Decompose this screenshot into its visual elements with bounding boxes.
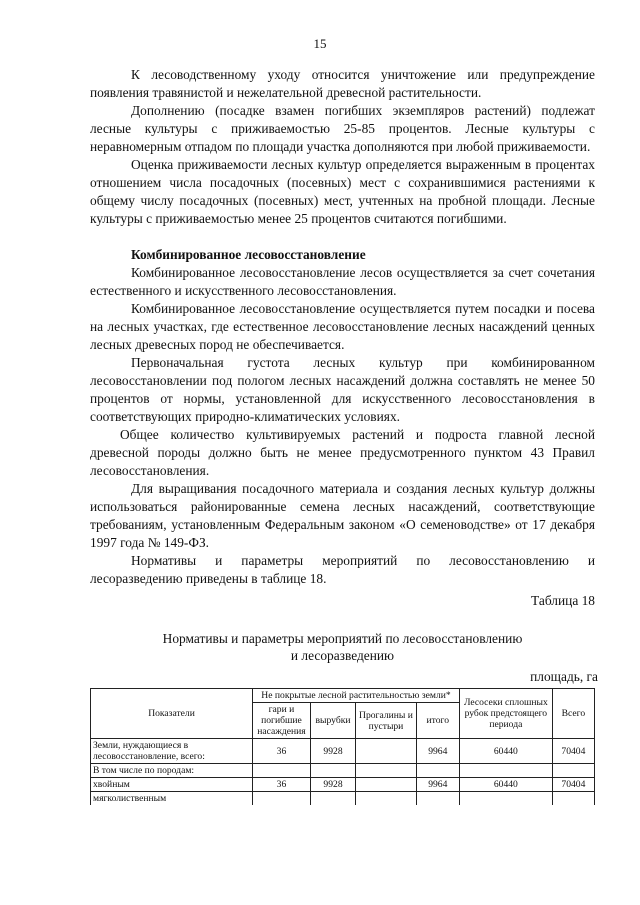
section-heading: Комбинированное лесовосстановление xyxy=(131,247,366,262)
row-label: В том числе по породам: xyxy=(91,764,253,778)
paragraph-table-reference: Нормативы и параметры мероприятий по лесовосстановлению и лесоразведению приведены в таблице 18. xyxy=(90,553,595,586)
table-title-line1: Нормативы и параметры мероприятий по лесовосстановлению xyxy=(162,631,523,646)
cell-clearings: 9928 xyxy=(310,739,355,764)
table-title xyxy=(90,630,595,664)
table-unit: площадь, га xyxy=(530,669,598,684)
paragraph-combined-definition: Комбинированное лесовосстановление лесов осуществляется за счет сочетания естественного и искусственного лесовосстановления. xyxy=(90,265,595,298)
table-row xyxy=(91,739,595,764)
cell-future-cuts: 60440 xyxy=(459,778,552,792)
table-label: Таблица 18 xyxy=(531,593,595,608)
paragraph-supplement-planting: Дополнению (посадке взамен погибших экземпляров растений) подлежат лесные культуры с приживаемостью 25-85 процентов. Лесные культуры с неравномерным отпадом по площади участка дополняются при любой приживаемости. xyxy=(90,103,595,154)
table-row xyxy=(91,778,595,792)
header-subtotal: итого xyxy=(416,703,459,739)
paragraph-forestry-care: К лесоводственному уходу относится уничтожение или предупреждение появления травянистой и нежелательной древесной растительности. xyxy=(90,67,595,100)
row-label: хвойным xyxy=(91,778,253,792)
cell-glades xyxy=(356,739,417,764)
header-uncovered-lands: Не покрытые лесной растительностью земли* xyxy=(253,689,460,703)
cell-burnt: 36 xyxy=(253,739,311,764)
header-glades: Прогалины и пустыри xyxy=(356,703,417,739)
document-body xyxy=(90,66,598,805)
header-indicator: Показатели xyxy=(91,689,253,739)
table-row xyxy=(91,792,595,806)
cell-total: 70404 xyxy=(552,739,594,764)
reforestation-table xyxy=(90,688,595,805)
header-burnt: гари и погибшие насаждения xyxy=(253,703,311,739)
paragraph-survival-assessment: Оценка приживаемости лесных культур определяется выраженным в процентах отношением числа посадочных (посевных) мест с сохранившимися растениями к общему числу посадочных (посевных) мест, учтенных на пробной площади. Лесные культуры с приживаемостью менее 25 процентов считаются погибшими. xyxy=(90,157,595,226)
paragraph-combined-method: Комбинированное лесовосстановление осуществляется путем посадки и посева на лесных участках, где естественное лесовосстановление лесных насаждений ценных лесных древесных пород не обеспечивается. xyxy=(90,301,595,352)
cell-clearings: 9928 xyxy=(310,778,355,792)
cell-subtotal: 9964 xyxy=(416,778,459,792)
cell-glades xyxy=(356,778,417,792)
cell-total: 70404 xyxy=(552,778,594,792)
header-clearings: вырубки xyxy=(310,703,355,739)
cell-future-cuts: 60440 xyxy=(459,739,552,764)
paragraph-general-quantity: Общее количество культивируемых растений и подроста главной лесной древесной породы должно быть не менее предусмотренного пунктом 43 Правил лесовосстановления. xyxy=(90,427,595,478)
paragraph-initial-density: Первоначальная густота лесных культур при комбинированном лесовосстановлении под пологом лесных насаждений должна составлять не менее 50 процентов от нормы, установленной для искусственного лесовосстановления в соответствующих природно-климатических условиях. xyxy=(90,355,595,424)
cell-burnt: 36 xyxy=(253,778,311,792)
table-header-row xyxy=(91,689,595,703)
row-label: мягколиственным xyxy=(91,792,253,806)
row-label: Земли, нуждающиеся в лесовосстановление, всего: xyxy=(91,739,253,764)
header-future-cuts: Лесосеки сплошных рубок предстоящего периода xyxy=(459,689,552,739)
cell-subtotal: 9964 xyxy=(416,739,459,764)
paragraph-seed-material: Для выращивания посадочного материала и создания лесных культур должны использоваться районированные семена лесных насаждений, соответствующие требованиям, установленным Федеральным законом «О семеноводстве» от 17 декабря 1997 года № 149-ФЗ. xyxy=(90,481,595,550)
header-total: Всего xyxy=(552,689,594,739)
page-number: 15 xyxy=(313,36,327,51)
table-title-line2: и лесоразведению xyxy=(290,648,395,663)
table-row-subheader xyxy=(91,764,595,778)
